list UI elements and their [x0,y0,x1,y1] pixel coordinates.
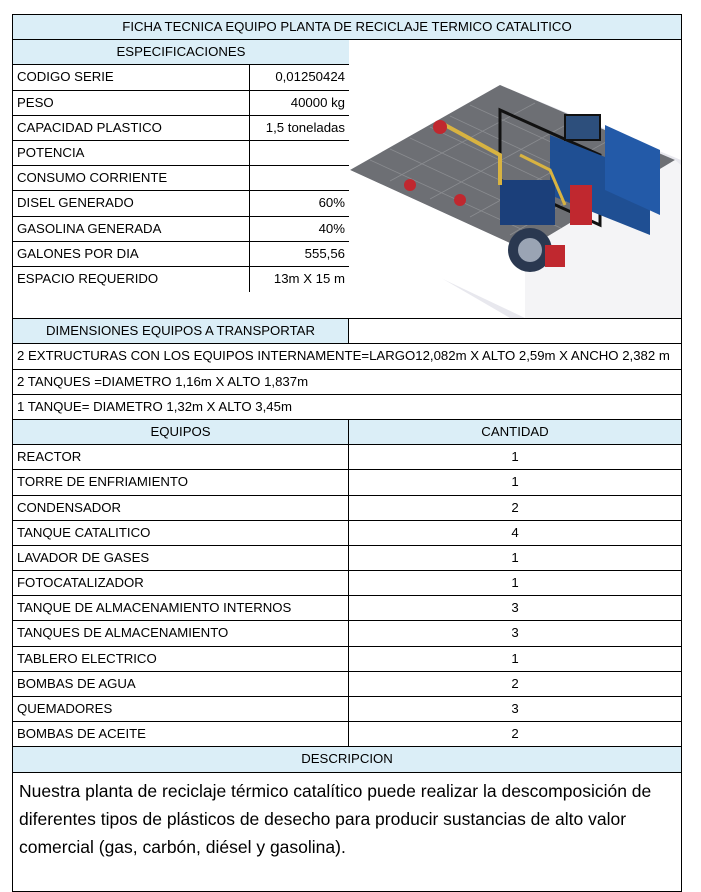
spec-label: GALONES POR DIA [13,242,250,266]
equipment-name: BOMBAS DE ACEITE [13,722,349,746]
equipment-qty: 1 [511,575,519,591]
equipment-name: TANQUE DE ALMACENAMIENTO INTERNOS [13,596,349,620]
specs-header-row [13,40,349,65]
sheet-title: FICHA TECNICA EQUIPO PLANTA DE RECICLAJE TERMICO CATALITICO [13,15,681,39]
dimension-row [13,395,681,420]
equipment-qty: 1 [511,650,519,666]
spec-value: 1,5 toneladas [265,119,345,135]
spec-row [13,242,349,267]
spec-row [13,166,349,191]
equipment-qty: 3 [511,701,519,716]
equipment-qty: 1 [511,449,519,465]
spec-row [13,91,349,116]
equipment-table [13,445,681,747]
table-row [13,470,681,495]
table-row [13,621,681,646]
table-row [13,697,681,722]
dimension-text: 2 EXTRUCTURAS CON LOS EQUIPOS INTERNAMENTE=LARGO12,082m X ALTO 2,59m X ANCHO 2,382 m [17,348,670,364]
data-sheet [12,14,682,892]
spec-row [13,267,349,292]
equipment-name: FOTOCATALIZADOR [13,571,349,595]
table-row [13,521,681,546]
equipment-name: LAVADOR DE GASES [13,546,349,570]
description-header: DESCRIPCION [13,747,681,771]
quantity-col-header: CANTIDAD [349,420,681,444]
description-text: Nuestra planta de reciclaje térmico catalítico puede realizar la descomposición de diferentes tipos de plásticos de desecho para producir sustancias de alto valor comercial (gas, carbón, diésel y gasolina). [19,780,652,857]
spec-label: GASOLINA GENERADA [13,217,250,241]
spec-label: CONSUMO CORRIENTE [13,166,250,190]
plant-render-image [350,65,681,318]
equipment-col-header: EQUIPOS [13,420,349,444]
spec-row [13,116,349,141]
spec-label: ESPACIO REQUERIDO [13,267,250,292]
table-row [13,571,681,596]
equipment-name: TORRE DE ENFRIAMIENTO [13,470,349,494]
spec-value: 0,01250424 [275,69,345,85]
dimension-row [13,344,681,369]
spec-label: CODIGO SERIE [13,65,250,89]
dimensions-header: DIMENSIONES EQUIPOS A TRANSPORTAR [13,319,349,343]
equipment-qty: 1 [511,549,519,565]
spec-row [13,65,349,90]
description-header-row [13,747,681,772]
spec-value [250,141,349,165]
equipment-qty: 4 [511,524,519,540]
specs-header: ESPECIFICACIONES [13,40,349,64]
equipment-qty: 1 [511,474,519,490]
title-row [13,15,681,40]
equipment-qty: 2 [511,499,519,515]
specs-section [13,40,681,319]
spec-value: 40000 kg [290,94,345,110]
equipment-qty: 3 [511,625,519,641]
spec-row [13,191,349,216]
table-row [13,496,681,521]
spec-label: CAPACIDAD PLASTICO [13,116,250,140]
dimensions-header-row [13,319,681,344]
equipment-name: BOMBAS DE AGUA [13,672,349,696]
spec-value [250,166,349,190]
spec-label: POTENCIA [13,141,250,165]
equipment-name: REACTOR [13,445,349,469]
spec-label: DISEL GENERADO [13,191,250,215]
table-row [13,596,681,621]
equipment-qty: 3 [511,600,519,616]
specs-table [13,40,349,292]
equipment-header-row [13,420,681,445]
equipment-name: CONDENSADOR [13,496,349,520]
equipment-qty: 2 [511,726,519,742]
table-row [13,647,681,672]
dimension-text: 2 TANQUES =DIAMETRO 1,16m X ALTO 1,837m [17,373,309,389]
equipment-name: TABLERO ELECTRICO [13,647,349,671]
table-row [13,672,681,697]
spec-value: 13m X 15 m [273,270,345,286]
table-row [13,722,681,747]
dimension-text: 1 TANQUE= DIAMETRO 1,32m X ALTO 3,45m [17,398,292,414]
equipment-name: QUEMADORES [13,697,349,721]
table-row [13,445,681,470]
spec-label: PESO [13,91,250,115]
table-row [13,546,681,571]
dimensions-lines [13,344,681,420]
equipment-name: TANQUE CATALITICO [13,521,349,545]
spec-value: 40% [318,220,345,236]
equipment-qty: 2 [511,675,519,691]
spec-value: 555,56 [304,245,345,261]
dimension-row [13,370,681,395]
spec-row [13,141,349,166]
spec-value: 60% [318,195,345,211]
equipment-name: TANQUES DE ALMACENAMIENTO [13,621,349,645]
spec-row [13,217,349,242]
